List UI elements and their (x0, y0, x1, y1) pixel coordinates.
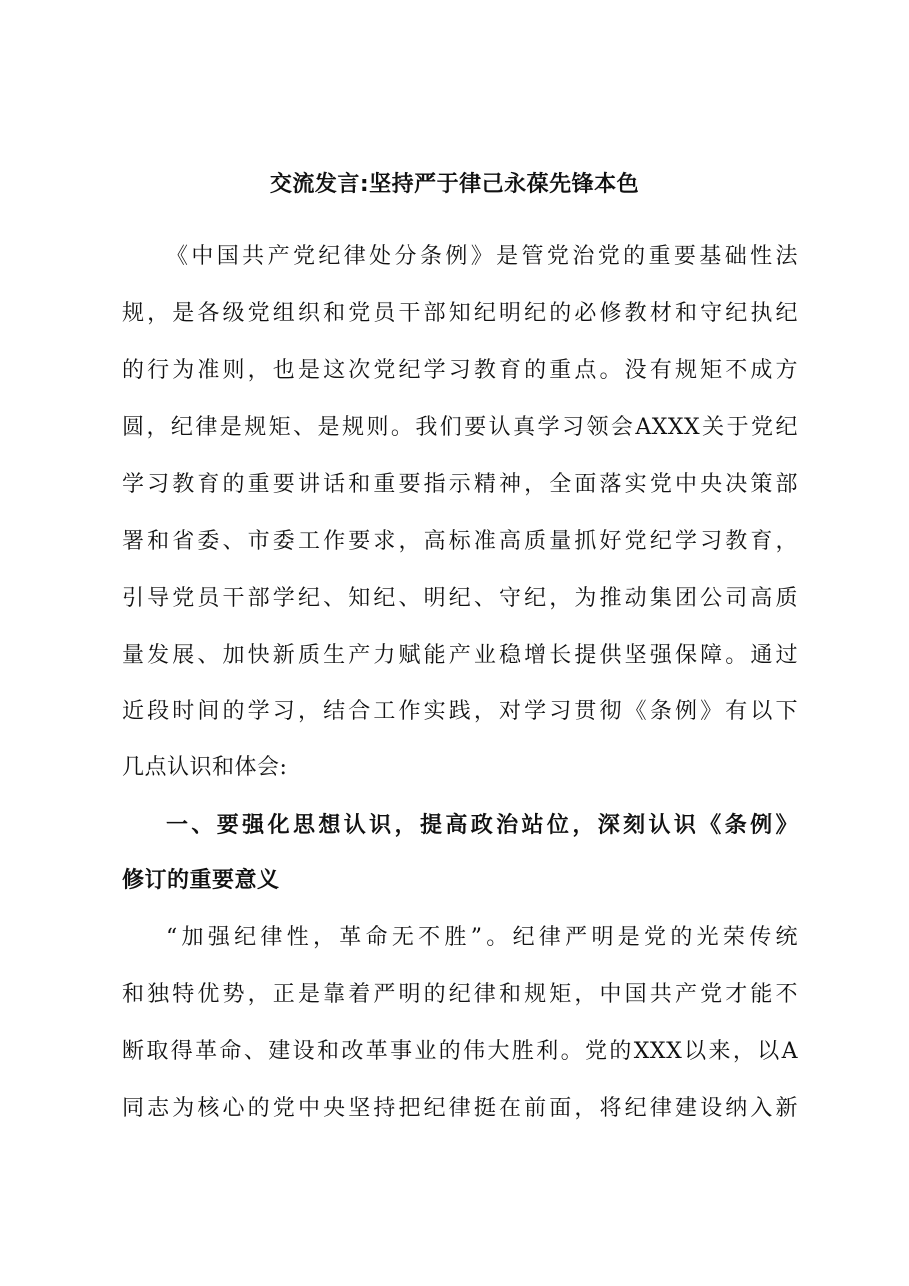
document-title: 交流发言:坚持严于律己永葆先锋本色 (269, 172, 640, 197)
paragraph-1-line-6: 署和省委、市委工作要求，高标准高质量抓好党纪学习教育， (122, 529, 798, 554)
paragraph-1-line-8: 量发展、加快新质生产力赋能产业稳增长提供坚强保障。通过 (122, 643, 798, 668)
paragraph-1-line-7: 引导党员干部学纪、知纪、明纪、守纪，为推动集团公司高质 (122, 586, 798, 611)
paragraph-2-line-4: 同志为核心的党中央坚持把纪律挺在前面，将纪律建设纳入新 (122, 1096, 798, 1121)
paragraph-1-line-4: 圆，纪律是规矩、是规则。我们要认真学习领会AXXX关于党纪 (122, 415, 798, 440)
paragraph-1-line-2: 规，是各级党组织和党员干部知纪明纪的必修教材和守纪执纪 (122, 301, 798, 326)
paragraph-1-line-3: 的行为准则，也是这次党纪学习教育的重点。没有规矩不成方 (122, 358, 798, 383)
paragraph-2-line-2: 和独特优势，正是靠着严明的纪律和规矩，中国共产党才能不 (122, 982, 798, 1007)
paragraph-1-line-5: 学习教育的重要讲话和重要指示精神，全面落实党中央决策部 (122, 472, 798, 497)
paragraph-2-line-1: “加强纪律性，革命无不胜”。纪律严明是党的光荣传统 (166, 925, 798, 950)
paragraph-2-line-3: 断取得革命、建设和改革事业的伟大胜利。党的XXX以来，以A (122, 1039, 798, 1064)
paragraph-1-line-9: 近段时间的学习，结合工作实践，对学习贯彻《条例》有以下 (122, 699, 798, 724)
section-heading-line-2: 修订的重要意义 (122, 868, 280, 893)
paragraph-1-line-1: 《中国共产党纪律处分条例》是管党治党的重要基础性法 (166, 244, 798, 269)
section-heading-line-1: 一、要强化思想认识，提高政治站位，深刻认识《条例》 (166, 813, 798, 838)
paragraph-1-line-10: 几点认识和体会: (122, 755, 288, 780)
